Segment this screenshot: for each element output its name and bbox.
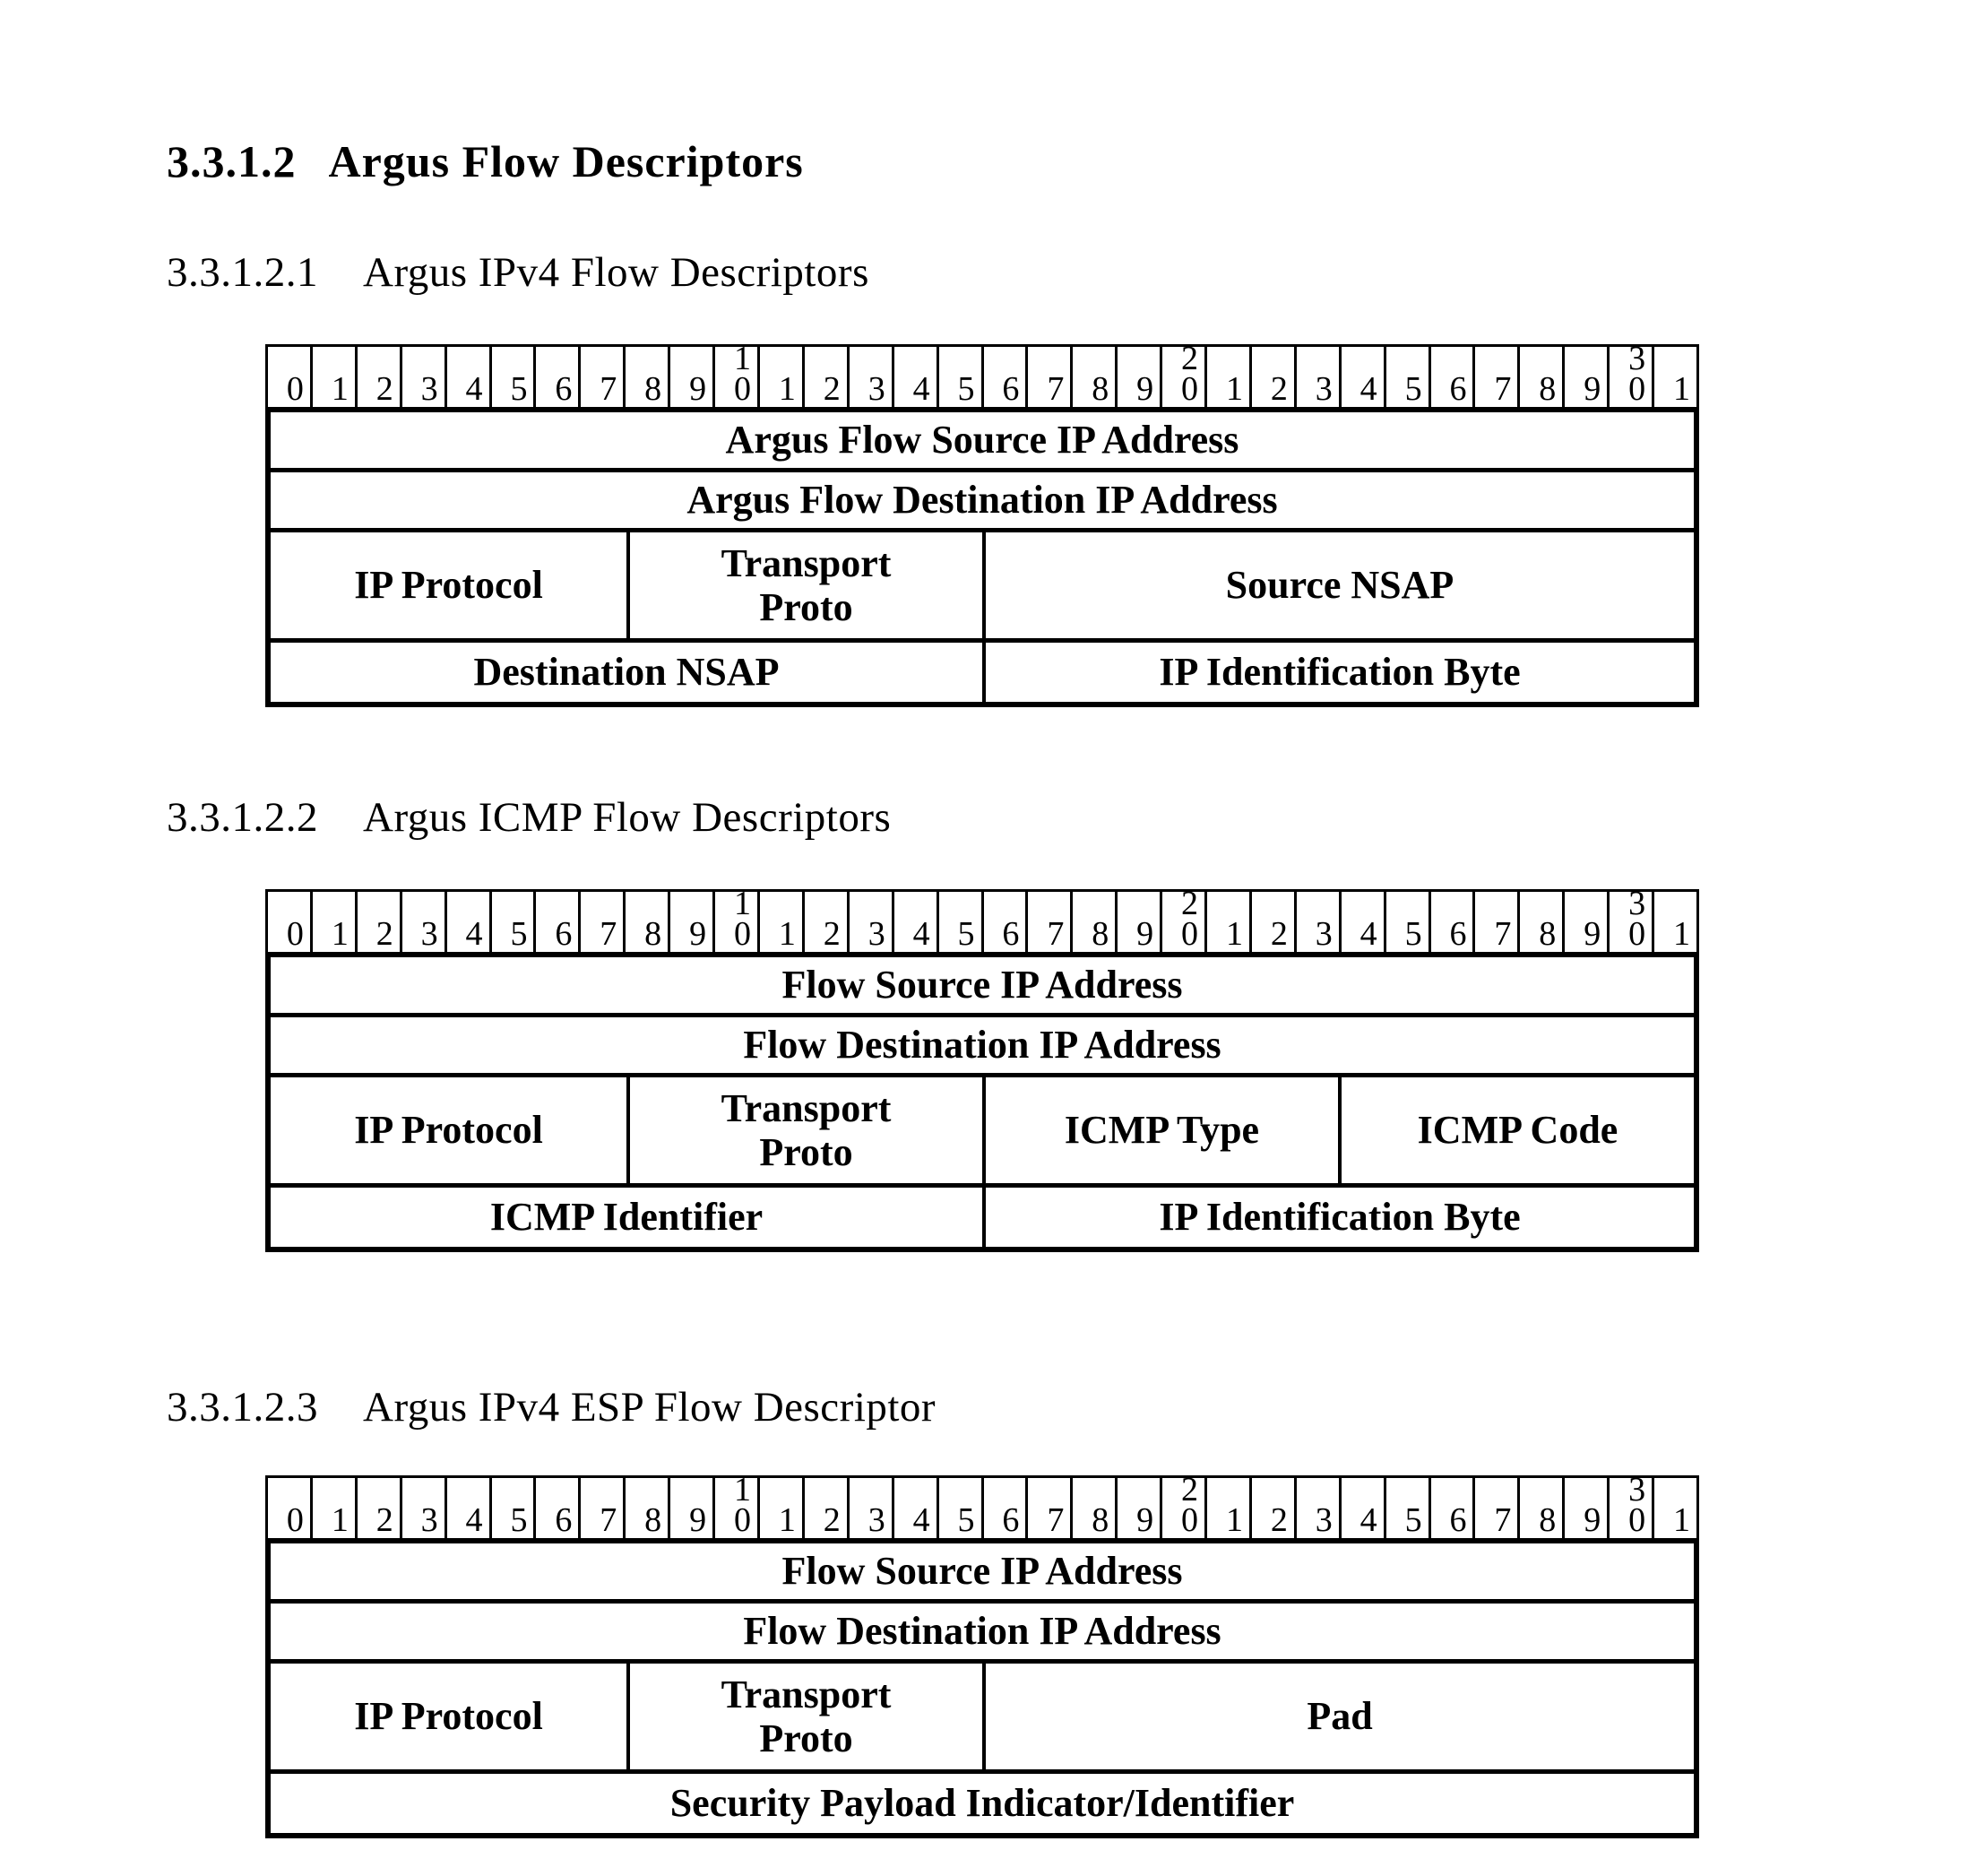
bit-ruler-cell: 7 — [1025, 1478, 1070, 1538]
field-label: Transport Proto — [721, 540, 892, 629]
field-label: Argus Flow Destination IP Address — [686, 478, 1278, 523]
field-row — [271, 1013, 1694, 1073]
field-cell — [982, 532, 1694, 638]
bit-ruler-cell: 1 0 — [712, 347, 757, 407]
bit-ruler-cell: 2 0 — [1160, 892, 1204, 952]
bit-ruler-cell: 1 — [310, 347, 355, 407]
subsection — [167, 794, 1968, 1252]
bit-ruler-cell: 7 — [578, 347, 623, 407]
bit-field-diagram — [265, 340, 1699, 707]
diagram-body — [265, 952, 1699, 1252]
field-cell — [982, 1664, 1694, 1769]
field-label: Source NSAP — [1225, 563, 1454, 608]
field-cell — [1338, 1077, 1694, 1183]
bit-ruler-cell: 3 — [1294, 347, 1339, 407]
bit-ruler-cell: 7 — [1025, 347, 1070, 407]
bit-ruler-cell: 9 — [1115, 1478, 1160, 1538]
bit-ruler-cell: 8 — [1517, 1478, 1562, 1538]
bit-ruler-cell: 4 — [445, 892, 489, 952]
field-label: ICMP Type — [1064, 1108, 1260, 1153]
field-label: IP Protocol — [354, 1694, 543, 1739]
field-label: Transport Proto — [721, 1085, 892, 1174]
field-cell — [271, 1188, 982, 1247]
bit-ruler-cell: 4 — [892, 892, 937, 952]
subsections — [167, 249, 1968, 1838]
field-label: Security Payload Indicator/Identifier — [669, 1781, 1295, 1826]
section-title: Argus Flow Descriptors — [328, 136, 804, 186]
diagram-body — [265, 1538, 1699, 1838]
bit-ruler-cell: 8 — [1517, 892, 1562, 952]
bit-ruler-cell: 1 — [310, 892, 355, 952]
field-row — [271, 638, 1694, 702]
bit-ruler-cell: 9 — [1562, 347, 1607, 407]
bit-ruler-cell: 9 — [1562, 1478, 1607, 1538]
bit-ruler-cell: 2 — [1249, 1478, 1294, 1538]
field-cell — [626, 532, 982, 638]
bit-ruler-cell: 5 — [1384, 892, 1429, 952]
bit-ruler-cell: 2 — [1249, 347, 1294, 407]
bit-ruler-cell: 8 — [1070, 347, 1115, 407]
bit-ruler-cell: 8 — [1070, 892, 1115, 952]
bit-ruler — [265, 340, 1699, 408]
field-cell — [271, 1543, 1694, 1599]
bit-ruler-cell: 6 — [981, 892, 1026, 952]
field-cell — [626, 1077, 982, 1183]
bit-ruler-cell: 8 — [1070, 1478, 1115, 1538]
bit-ruler-cell: 4 — [1339, 892, 1384, 952]
bit-ruler-cell: 4 — [892, 1478, 937, 1538]
subsection-heading — [167, 794, 1968, 841]
field-cell — [982, 1077, 1338, 1183]
subsection-number: 3.3.1.2.3 — [167, 1384, 318, 1431]
bit-ruler-cell: 3 — [400, 347, 445, 407]
field-row — [271, 1183, 1694, 1247]
field-label: ICMP Code — [1417, 1108, 1618, 1153]
bit-ruler-cell: 8 — [623, 1478, 668, 1538]
bit-ruler-cell: 1 — [1204, 892, 1249, 952]
bit-ruler-cell: 5 — [937, 892, 981, 952]
bit-ruler-cell: 9 — [668, 892, 712, 952]
bit-ruler-cell: 8 — [623, 892, 668, 952]
bit-ruler-cell: 9 — [1115, 347, 1160, 407]
subsection — [167, 1384, 1968, 1838]
field-cell — [271, 643, 982, 702]
bit-ruler-cell: 0 — [286, 914, 304, 953]
section-heading — [167, 136, 1968, 186]
subsection-number: 3.3.1.2.1 — [167, 249, 318, 296]
bit-ruler-cell: 3 — [1294, 1478, 1339, 1538]
bit-ruler-cell: 3 0 — [1607, 1478, 1652, 1538]
field-label: Flow Source IP Address — [781, 1549, 1183, 1594]
field-label: Pad — [1307, 1694, 1373, 1739]
bit-ruler-cell: 7 — [578, 1478, 623, 1538]
bit-ruler-cell: 3 — [847, 892, 892, 952]
field-cell — [271, 1604, 1694, 1659]
field-label: IP Protocol — [354, 563, 543, 608]
field-row — [271, 1599, 1694, 1659]
bit-ruler-cell: 3 — [1294, 892, 1339, 952]
bit-ruler-cell: 7 — [1472, 892, 1517, 952]
bit-ruler-cell: 2 — [355, 892, 400, 952]
bit-ruler-cell: 4 — [1339, 347, 1384, 407]
bit-ruler-cell: 6 — [533, 1478, 578, 1538]
field-label: Destination NSAP — [473, 650, 780, 695]
bit-ruler-cell: 0 — [286, 1500, 304, 1539]
bit-ruler-cell: 7 — [1025, 892, 1070, 952]
subsection-title: Argus ICMP Flow Descriptors — [363, 794, 892, 841]
bit-field-diagram — [265, 1471, 1699, 1838]
field-cell — [982, 1188, 1694, 1247]
bit-ruler-cell: 6 — [1429, 1478, 1473, 1538]
bit-ruler-cell: 2 — [355, 1478, 400, 1538]
field-row — [271, 1659, 1694, 1769]
bit-ruler-cell: 4 — [445, 1478, 489, 1538]
bit-ruler-cell: 4 — [445, 347, 489, 407]
bit-ruler-cell: 6 — [981, 347, 1026, 407]
bit-ruler-cell: 1 — [310, 1478, 355, 1538]
bit-ruler-cell: 6 — [533, 347, 578, 407]
section-number: 3.3.1.2 — [167, 136, 297, 186]
bit-ruler-cell: 1 — [1204, 1478, 1249, 1538]
bit-ruler-cell: 8 — [1517, 347, 1562, 407]
field-row — [271, 957, 1694, 1013]
field-cell — [271, 412, 1694, 468]
bit-field-diagram — [265, 885, 1699, 1252]
field-cell — [271, 1077, 626, 1183]
field-cell — [271, 1664, 626, 1769]
field-label: ICMP Identifier — [489, 1195, 764, 1240]
bit-ruler-cell: 5 — [489, 892, 534, 952]
bit-ruler-cell: 1 — [757, 892, 802, 952]
bit-ruler-cell: 0 — [286, 369, 304, 408]
bit-ruler-cell: 9 — [1115, 892, 1160, 952]
field-label: IP Identification Byte — [1159, 1195, 1521, 1240]
bit-ruler-cell: 4 — [892, 347, 937, 407]
subsection-title: Argus IPv4 Flow Descriptors — [363, 249, 869, 296]
field-label: IP Protocol — [354, 1108, 543, 1153]
field-row — [271, 528, 1694, 638]
subsection-number: 3.3.1.2.2 — [167, 794, 318, 841]
bit-ruler-cell: 8 — [623, 347, 668, 407]
bit-ruler-cell: 2 0 — [1160, 347, 1204, 407]
bit-ruler-cell: 1 0 — [712, 892, 757, 952]
bit-ruler-cell: 2 0 — [1160, 1478, 1204, 1538]
field-cell — [271, 532, 626, 638]
bit-ruler-cell: 1 — [757, 347, 802, 407]
bit-ruler-cell: 6 — [981, 1478, 1026, 1538]
bit-ruler-cell: 6 — [1429, 892, 1473, 952]
subsection-heading — [167, 249, 1968, 296]
bit-ruler-cell: 2 — [355, 347, 400, 407]
bit-ruler-cell: 4 — [1339, 1478, 1384, 1538]
field-cell — [271, 472, 1694, 528]
field-label: Flow Destination IP Address — [743, 1023, 1221, 1068]
bit-ruler-cell: 3 0 — [1607, 892, 1652, 952]
bit-ruler-cell: 9 — [1562, 892, 1607, 952]
bit-ruler-cell: 5 — [937, 1478, 981, 1538]
bit-ruler-cell: 1 — [1652, 1478, 1696, 1538]
field-row — [271, 412, 1694, 468]
bit-ruler-cell: 3 — [400, 892, 445, 952]
bit-ruler-cell: 2 — [802, 1478, 847, 1538]
bit-ruler-cell: 3 — [400, 1478, 445, 1538]
bit-ruler-cell: 3 — [847, 1478, 892, 1538]
field-cell — [271, 957, 1694, 1013]
field-label: Flow Destination IP Address — [743, 1609, 1221, 1654]
bit-ruler-cell: 5 — [1384, 347, 1429, 407]
field-label: Flow Source IP Address — [781, 963, 1183, 1007]
bit-ruler-cell: 1 — [1652, 347, 1696, 407]
field-row — [271, 1543, 1694, 1599]
bit-ruler-cell: 7 — [1472, 1478, 1517, 1538]
bit-ruler-cell: 7 — [578, 892, 623, 952]
bit-ruler-cell: 1 — [757, 1478, 802, 1538]
bit-ruler — [265, 1471, 1699, 1539]
bit-ruler-cell: 6 — [533, 892, 578, 952]
field-row — [271, 468, 1694, 528]
bit-ruler-cell: 5 — [1384, 1478, 1429, 1538]
bit-ruler-cell: 2 — [1249, 892, 1294, 952]
bit-ruler-cell: 1 — [1652, 892, 1696, 952]
field-cell — [271, 1774, 1694, 1833]
bit-ruler-cell: 3 — [847, 347, 892, 407]
subsection-title: Argus IPv4 ESP Flow Descriptor — [363, 1384, 937, 1431]
bit-ruler-cell: 1 — [1204, 347, 1249, 407]
bit-ruler-cell: 5 — [489, 347, 534, 407]
bit-ruler-cell: 7 — [1472, 347, 1517, 407]
bit-ruler-cell: 2 — [802, 347, 847, 407]
bit-ruler-cell: 5 — [489, 1478, 534, 1538]
bit-ruler-cell: 6 — [1429, 347, 1473, 407]
field-row — [271, 1769, 1694, 1833]
field-label: IP Identification Byte — [1159, 650, 1521, 695]
field-cell — [626, 1664, 982, 1769]
bit-ruler-cell: 2 — [802, 892, 847, 952]
field-row — [271, 1073, 1694, 1183]
bit-ruler — [265, 885, 1699, 953]
bit-ruler-cell: 9 — [668, 347, 712, 407]
field-label: Argus Flow Source IP Address — [725, 418, 1239, 463]
bit-ruler-cell: 5 — [937, 347, 981, 407]
subsection-heading — [167, 1384, 1968, 1431]
bit-ruler-cell: 9 — [668, 1478, 712, 1538]
field-label: Transport Proto — [721, 1672, 892, 1760]
bit-ruler-cell: 3 0 — [1607, 347, 1652, 407]
diagram-body — [265, 407, 1699, 707]
field-cell — [982, 643, 1694, 702]
field-cell — [271, 1017, 1694, 1073]
subsection — [167, 249, 1968, 707]
bit-ruler-cell: 1 0 — [712, 1478, 757, 1538]
